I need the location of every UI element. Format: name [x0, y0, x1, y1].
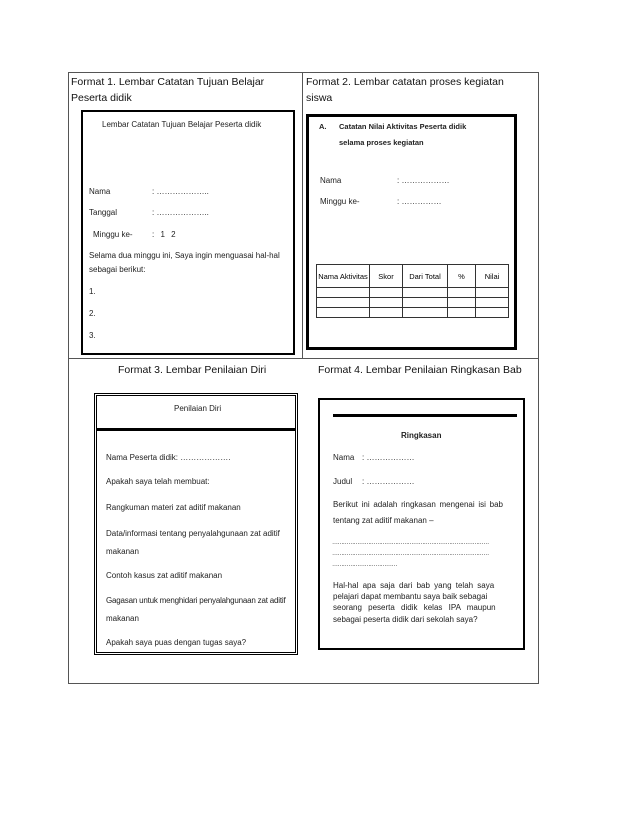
form4-judul-value: : ………………	[362, 477, 415, 486]
format1-title: Format 1. Lembar Catatan Tujuan Belajar Peserta didik	[71, 76, 265, 104]
form2-nama-label: Nama	[320, 176, 342, 185]
form4-para1-1: Berikut ini adalah ringkasan mengenai isi bab	[333, 500, 503, 509]
form4-para2-1: Hal-hal apa saja dari bab yang telah saya	[333, 581, 495, 590]
form1-statement-2: sebagai berikut:	[89, 265, 146, 274]
form2-letter: A.	[319, 122, 327, 131]
form2-nama-value: : ………………	[397, 176, 450, 185]
table-row	[317, 288, 509, 298]
format2-title: Format 2. Lembar catatan proses kegiatan siswa	[306, 76, 504, 104]
col-skor: Skor	[370, 265, 403, 288]
form4-para1-2: tentang zat aditif makanan –	[333, 516, 434, 525]
form1-nama-label: Nama	[89, 187, 111, 196]
form3-heading: Penilaian Diri	[174, 404, 222, 413]
form4-dots-1: ……………………………………………………………………………	[332, 540, 489, 546]
form4-heading: Ringkasan	[401, 431, 442, 440]
form3-heading-rule	[96, 428, 296, 431]
form3-line-8: makanan	[106, 614, 139, 623]
table-row	[317, 298, 509, 308]
form4-dots-2: ……………………………………………………………………………	[332, 551, 489, 557]
form1-item-2: 2.	[89, 309, 96, 318]
form2-heading-2: selama proses kegiatan	[339, 138, 424, 147]
form1-tanggal-label: Tanggal	[89, 208, 118, 217]
form2-activity-table	[316, 264, 509, 318]
form1-minggu-value: : 1 2	[152, 230, 176, 239]
form1-item-3: 3.	[89, 331, 96, 340]
table-row	[317, 308, 509, 318]
form1-minggu-label: Minggu ke-	[93, 230, 133, 239]
form2-minggu-label: Minggu ke-	[320, 197, 360, 206]
form1-nama-value: : ………………..	[152, 187, 209, 196]
form1-heading: Lembar Catatan Tujuan Belajar Peserta didik	[102, 120, 262, 129]
form3-line-1: Nama Peserta didik: ……………….	[106, 453, 231, 462]
form4-heading-rule	[333, 414, 517, 417]
form3-line-9: Apakah saya puas dengan tugas saya?	[106, 638, 247, 647]
form4-para2-2: pelajari dapat membantu saya baik sebagai	[333, 592, 488, 601]
form1-tanggal-value: : ………………..	[152, 208, 209, 217]
form4-para2-4: sebagai peserta didik dari sekolah saya?	[333, 615, 478, 624]
format4-title: Format 4. Lembar Penilaian Ringkasan Bab	[318, 364, 522, 376]
form2-heading-1: Catatan Nilai Aktivitas Peserta didik	[339, 122, 467, 131]
form4-dots-3: ………………………………	[332, 562, 397, 568]
col-nilai: Nilai	[476, 265, 509, 288]
form1-statement-1: Selama dua minggu ini, Saya ingin menguasai hal-hal	[89, 251, 280, 260]
form2-minggu-value: : ……………	[397, 197, 442, 206]
col-dari-total: Dari Total	[403, 265, 448, 288]
form4-para2-3: seorang peserta didik kelas IPA maupun	[333, 603, 496, 612]
form2-table-header	[317, 265, 509, 288]
form3-line-7: Gagasan untuk menghidari penyalahgunaan zat aditif	[106, 596, 286, 605]
form3-line-3: Rangkuman materi zat aditif makanan	[106, 503, 241, 512]
form3-line-6: Contoh kasus zat aditif makanan	[106, 571, 223, 580]
form4-nama-label: Nama	[333, 453, 355, 462]
col-nama-aktivitas: Nama Aktivitas	[317, 265, 370, 288]
format3-title: Format 3. Lembar Penilaian Diri	[118, 364, 267, 376]
col-persen: %	[448, 265, 476, 288]
form3-line-5: makanan	[106, 547, 139, 556]
form4-nama-value: : ………………	[362, 453, 415, 462]
form3-line-4: Data/informasi tentang penyalahgunaan zat aditif	[106, 529, 280, 538]
form4-judul-label: Judul	[333, 477, 353, 486]
form3-line-2: Apakah saya telah membuat:	[106, 477, 210, 486]
form1-item-1: 1.	[89, 287, 96, 296]
